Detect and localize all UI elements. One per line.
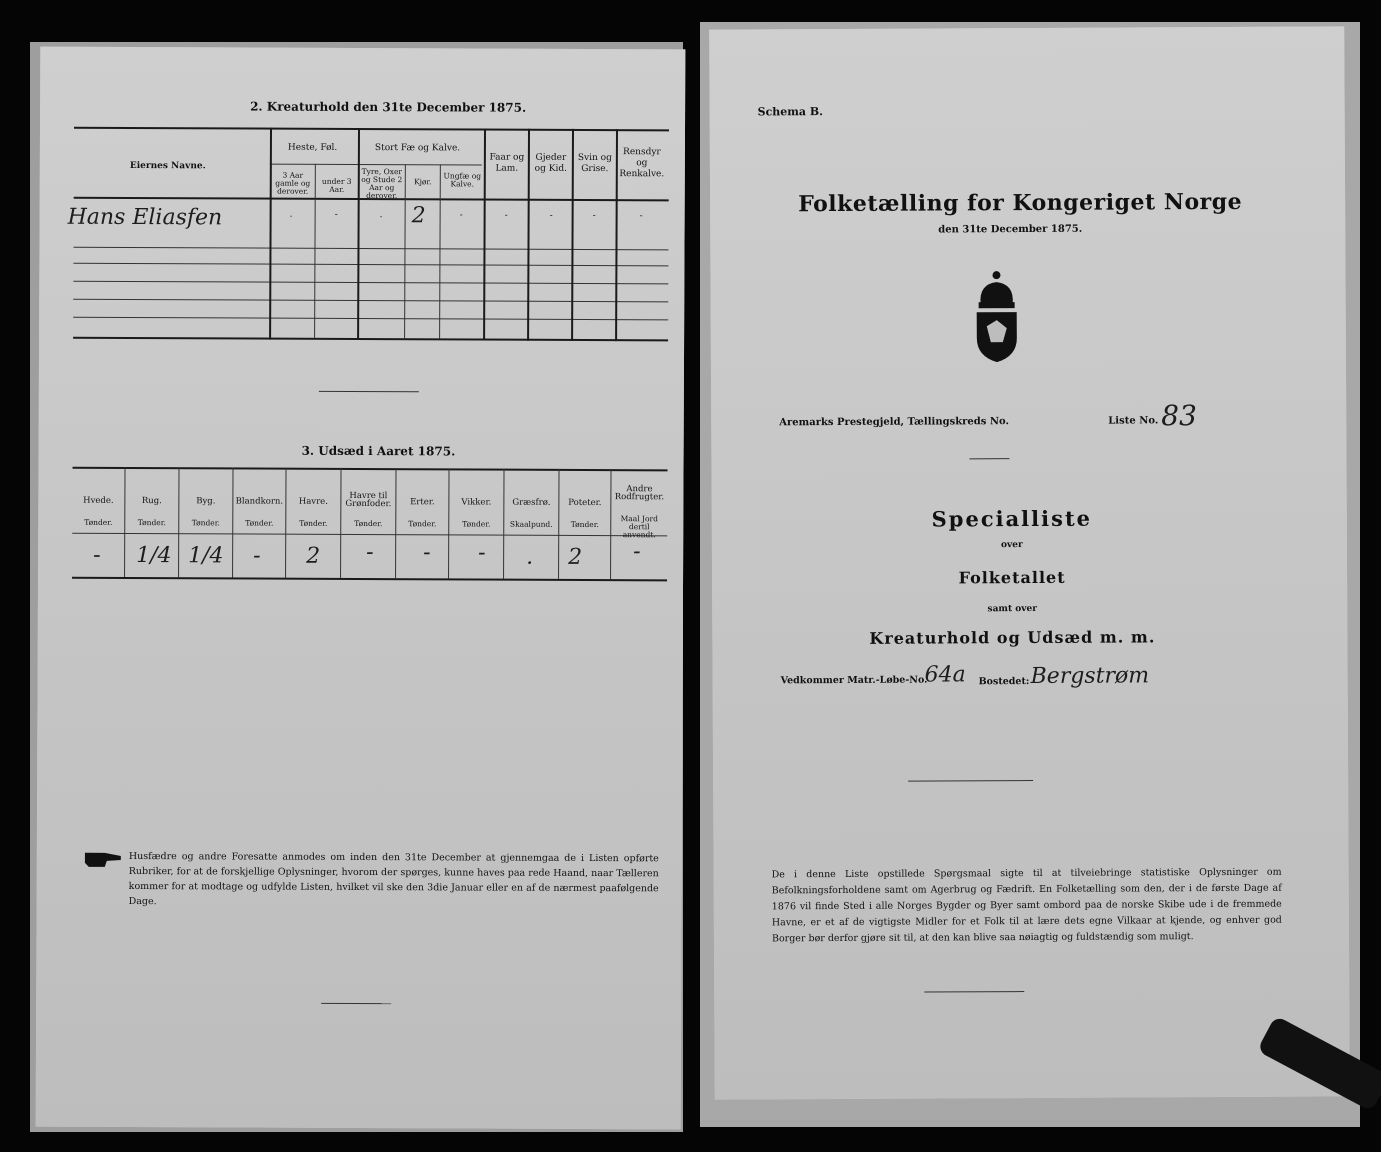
udsaed-value: - xyxy=(478,540,486,566)
row1-value: - xyxy=(549,210,553,221)
col-gjeder: Gjeder og Kid. xyxy=(534,152,567,174)
udsaed-unit: Tønder. xyxy=(191,518,220,528)
col-svin: Svin og Grise. xyxy=(577,152,612,175)
col-heste: Heste, Føl. xyxy=(287,142,338,153)
right-page xyxy=(709,26,1350,1099)
udsaed-unit: Tønder. xyxy=(299,518,328,528)
udsaed-unit: Tønder. xyxy=(84,517,113,527)
row1-value: - xyxy=(504,210,508,221)
section2-title: 2. Kreaturhold den 31te December 1875. xyxy=(250,99,527,115)
udsaed-value: 1/4 xyxy=(136,543,172,569)
divider xyxy=(321,1003,391,1004)
liste-value: 83 xyxy=(1161,399,1197,433)
udsaed-value: - xyxy=(423,540,431,566)
samt-over-label: samt over xyxy=(987,603,1037,615)
prestegjeld-label: Aremarks Prestegjeld, Tællingskreds No. xyxy=(779,416,1010,429)
col-stort-sub2: Kjør. xyxy=(413,177,432,187)
divider xyxy=(924,991,1024,993)
bostedet-value: Bergstrøm xyxy=(1030,663,1150,689)
udsaed-unit: Tønder. xyxy=(245,518,274,528)
udsaed-unit: Maal Jord dertil anvendt. xyxy=(620,514,658,540)
col-heste-sub2: under 3 Aar. xyxy=(321,176,352,194)
left-notice: Husfædre og andre Foresatte anmodes om inden den 31te December at gjennemgaa de i Listen opførte Rubriker, for at de forskjellige Oplysninger, hvorom der spørges, kunne haves paa rede Haand, naar Tælleren kommer for at modtage og udfylde Listen, hvilket vil ske den 3die Januar eller en af de nærmest paafølgende Dage. xyxy=(128,850,659,908)
udsaed-value: 2 xyxy=(306,543,321,569)
pointing-hand-icon xyxy=(85,847,123,869)
udsaed-header: Græsfrø. xyxy=(512,497,551,508)
row1-value: - xyxy=(334,209,338,220)
col-stort-fae: Stort Fæ og Kalve. xyxy=(374,143,461,154)
liste-label: Liste No. xyxy=(1108,415,1159,427)
udsaed-value: - xyxy=(93,542,101,568)
document-title: Folketælling for Kongeriget Norge xyxy=(798,188,1243,218)
udsaed-value: 1/4 xyxy=(188,543,224,569)
udsaed-header: Vikker. xyxy=(461,497,492,508)
udsaed-header: Havre til Grønfoder. xyxy=(345,490,392,510)
udsaed-value: - xyxy=(253,543,261,569)
col-faar: Faar og Lam. xyxy=(489,152,525,174)
udsaed-header: Andre Rodfrugter. xyxy=(614,484,665,503)
udsaed-value: - xyxy=(633,539,641,565)
udsaed-header: Blandkorn. xyxy=(235,496,284,507)
udsaed-unit: Tønder. xyxy=(570,519,599,530)
udsaed-header: Hvede. xyxy=(83,495,114,506)
row1-name: Hans Eliasfen xyxy=(67,204,223,231)
over-label: over xyxy=(1001,540,1023,551)
udsaed-unit: Tønder. xyxy=(462,519,491,529)
coat-of-arms-icon xyxy=(972,270,1020,362)
udsaed-unit: Tønder. xyxy=(408,519,437,529)
section3-title: 3. Udsæd i Aaret 1875. xyxy=(301,443,456,459)
matr-value: 64a xyxy=(924,662,966,688)
folketallet-heading: Folketallet xyxy=(958,567,1066,588)
row1-value: . xyxy=(379,210,383,221)
col-rensdyr: Rensdyr og Renkalve. xyxy=(619,147,665,180)
udsaed-unit: Tønder. xyxy=(354,518,383,529)
udsaed-value: 2 xyxy=(568,544,583,570)
specialliste-heading: Specialliste xyxy=(931,505,1093,532)
kreaturhold-heading: Kreaturhold og Udsæd m. m. xyxy=(869,627,1156,648)
row1-value: - xyxy=(459,210,463,221)
bostedet-label: Bostedet: xyxy=(978,676,1030,688)
row1-value: - xyxy=(639,211,643,222)
col-stort-sub1: Tyre, Oxer og Stude 2 Aar og derover. xyxy=(361,167,403,201)
row1-value: 2 xyxy=(411,203,426,229)
col-eiernes-navne: Eiernes Navne. xyxy=(129,160,206,172)
document-subtitle: den 31te December 1875. xyxy=(938,223,1083,236)
divider xyxy=(969,458,1009,459)
col-stort-sub3: Ungfæ og Kalve. xyxy=(443,171,482,189)
udsaed-header: Erter. xyxy=(410,497,435,508)
udsaed-value: - xyxy=(366,540,374,566)
left-page xyxy=(36,47,686,1130)
divider xyxy=(319,391,419,392)
divider xyxy=(908,780,1033,782)
udsaed-unit: Skaalpund. xyxy=(509,519,553,529)
udsaed-header: Havre. xyxy=(298,496,328,507)
row1-value: . xyxy=(289,209,293,220)
udsaed-header: Poteter. xyxy=(568,497,602,509)
udsaed-header: Rug. xyxy=(141,496,162,507)
schema-label: Schema B. xyxy=(757,105,824,119)
col-heste-sub1: 3 Aar gamle og derover. xyxy=(275,170,311,196)
row1-value: - xyxy=(592,211,596,222)
udsaed-header: Byg. xyxy=(196,496,216,507)
udsaed-value: . xyxy=(526,544,534,570)
matr-label: Vedkommer Matr.-Løbe-No. xyxy=(780,674,928,687)
right-notice: De i denne Liste opstillede Spørgsmaal sigte til at tilveiebringe statistiske Oplysninger om Befolkningsforholdene samt om Agerbrug og Fædrift. En Folketælling som den, der i de første Dage af 1876 vil finde Sted i alle Norges Bygder og Byer samt ombord paa de norske Skibe ude i de fremmede Havne, er et af de vigtigste Midler for et Folk til at lære dets egne Vilkaar at kjende, og enhver god Borger bør derfor gjøre sit til, at den kan blive saa nøiagtig og fuldstændig som muligt. xyxy=(771,866,1282,945)
udsaed-unit: Tønder. xyxy=(137,518,166,528)
